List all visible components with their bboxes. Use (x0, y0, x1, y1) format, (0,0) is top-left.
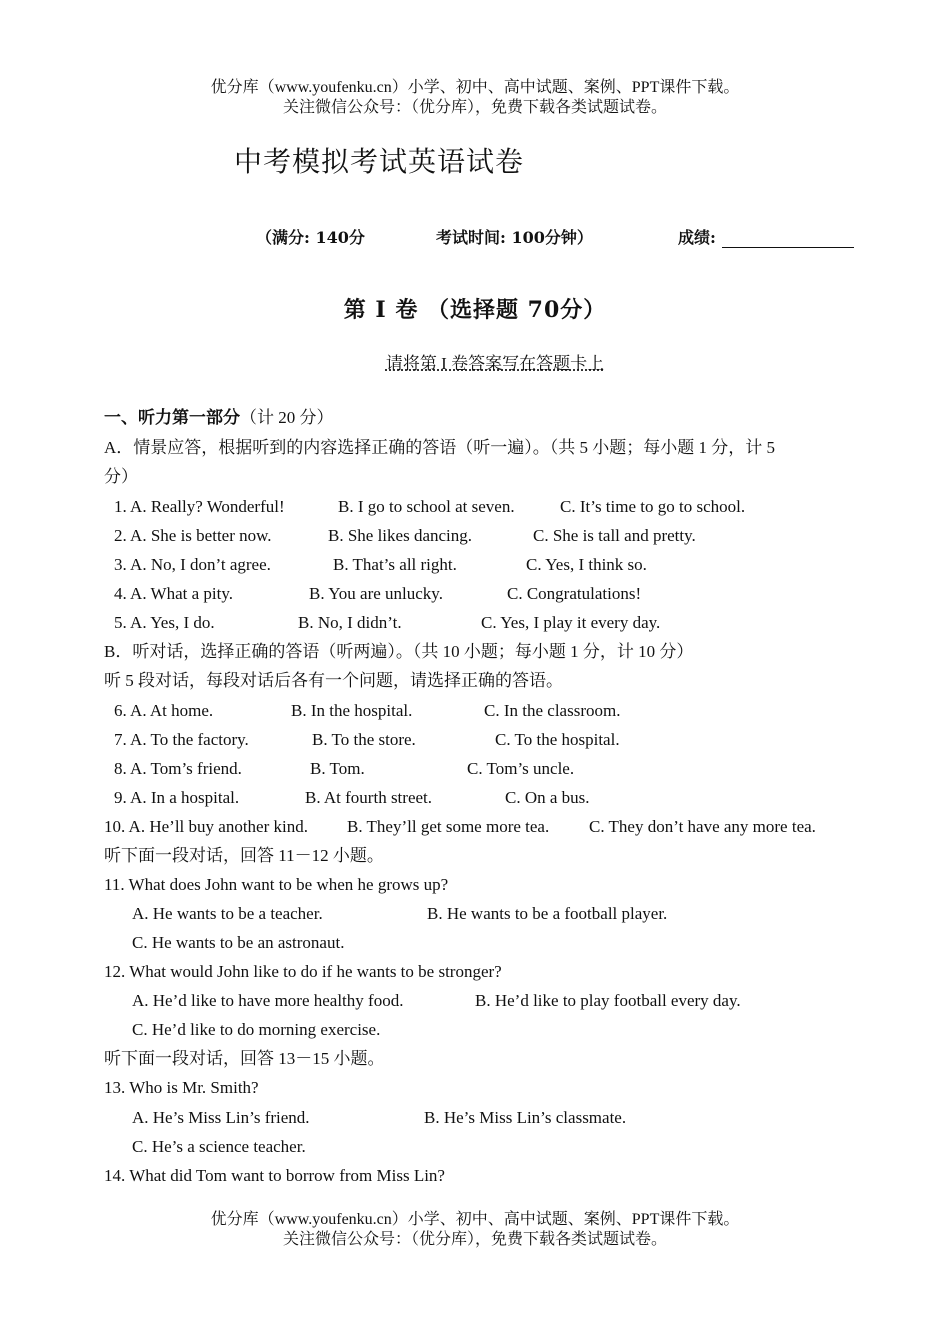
question-13: 13. Who is Mr. Smith? (104, 1078, 259, 1097)
question-11-b: B. He wants to be a football player. (427, 904, 668, 923)
question-9-b: B. At fourth street. (305, 788, 433, 807)
grade-field (678, 228, 854, 248)
header-line-1: 优分库（www.youfenku.cn）小学、初中、高中试题、案例、PPT课件下载。 (210, 79, 740, 96)
section-title: 第 I 卷 （选择题 70分） (343, 297, 607, 323)
question-9-a: 9. A. In a hospital. (114, 788, 240, 807)
question-3-b: B. That’s all right. (333, 555, 457, 574)
part1-heading-bold: 一、听力第一部分 (104, 408, 240, 427)
question-5-a: 5. A. Yes, I do. (114, 613, 215, 632)
question-4-a: 4. A. What a pity. (114, 584, 233, 603)
question-7-a: 7. A. To the factory. (114, 730, 249, 749)
part-a-instruction: A．情景应答，根据听到的内容选择正确的答语（听一遍）。（共 5 小题；每小题 1 分，计 5 (104, 438, 776, 457)
question-5-c: C. Yes, I play it every day. (481, 613, 661, 632)
question-1-c: C. It’s time to go to school. (560, 497, 746, 516)
question-8-a: 8. A. Tom’s friend. (114, 759, 242, 778)
footer-line-2: 关注微信公众号：（优分库），免费下载各类试题试卷。 (282, 1231, 667, 1248)
question-6-c: C. In the classroom. (484, 701, 621, 720)
question-3-c: C. Yes, I think so. (526, 555, 647, 574)
question-11-c: C. He wants to be an astronaut. (132, 933, 345, 952)
header-line-2: 关注微信公众号：（优分库），免费下载各类试题试卷。 (282, 99, 667, 116)
question-6-a: 6. A. At home. (114, 701, 214, 720)
grade-blank (722, 229, 854, 248)
question-8-c: C. Tom’s uncle. (467, 759, 575, 778)
question-13-b: B. He’s Miss Lin’s classmate. (424, 1108, 627, 1127)
question-7-b: B. To the store. (312, 730, 416, 749)
part-b-instruction: B．听对话，选择正确的答语（听两遍）。（共 10 小题；每小题 1 分，计 10 分） (104, 642, 694, 661)
full-score: （满分: 140分 (256, 228, 365, 247)
question-1-b: B. I go to school at seven. (338, 497, 515, 516)
question-12-a: A. He’d like to have more healthy food. (132, 991, 404, 1010)
question-11: 11. What does John want to be when he grows up? (104, 875, 449, 894)
question-13-c: C. He’s a science teacher. (132, 1137, 306, 1156)
exam-time: 考试时间: 100分钟） (436, 228, 593, 247)
lead-11-12: 听下面一段对话，回答 11－12 小题。 (104, 846, 384, 865)
question-10-b: B. They’ll get some more tea. (347, 817, 550, 836)
question-1-a: 1. A. Really? Wonderful! (114, 497, 285, 516)
question-13-a: A. He’s Miss Lin’s friend. (132, 1108, 310, 1127)
part-a-instruction-cont: 分） (104, 467, 138, 486)
question-12-b: B. He’d like to play football every day. (475, 991, 741, 1010)
question-11-a: A. He wants to be a teacher. (132, 904, 323, 923)
lead-13-15: 听下面一段对话，回答 13－15 小题。 (104, 1049, 385, 1068)
part1-heading (104, 408, 334, 428)
question-14: 14. What did Tom want to borrow from Miss Lin? (104, 1166, 445, 1185)
question-2-b: B. She likes dancing. (328, 526, 473, 545)
footer-line-1: 优分库（www.youfenku.cn）小学、初中、高中试题、案例、PPT课件下载。 (210, 1211, 740, 1228)
grade-label: 成绩: (678, 228, 716, 247)
question-10-a: 10. A. He’ll buy another kind. (104, 817, 308, 836)
question-6-b: B. In the hospital. (291, 701, 413, 720)
question-9-c: C. On a bus. (505, 788, 590, 807)
question-12: 12. What would John like to do if he wants to be stronger? (104, 962, 502, 981)
question-4-b: B. You are unlucky. (309, 584, 443, 603)
answer-card-note: 请将第 I 卷答案写在答题卡上 (385, 354, 605, 373)
question-5-b: B. No, I didn’t. (298, 613, 402, 632)
part1-heading-rest: （计 20 分） (240, 408, 334, 427)
question-3-a: 3. A. No, I don’t agree. (114, 555, 271, 574)
part-b-sub-instruction: 听 5 段对话，每段对话后各有一个问题，请选择正确的答语。 (104, 671, 563, 690)
exam-title: 中考模拟考试英语试卷 (234, 147, 525, 178)
question-2-c: C. She is tall and pretty. (533, 526, 696, 545)
question-8-b: B. Tom. (310, 759, 365, 778)
question-12-c: C. He’d like to do morning exercise. (132, 1020, 381, 1039)
question-4-c: C. Congratulations! (507, 584, 642, 603)
question-7-c: C. To the hospital. (495, 730, 620, 749)
question-10-c: C. They don’t have any more tea. (589, 817, 816, 836)
question-2-a: 2. A. She is better now. (114, 526, 272, 545)
